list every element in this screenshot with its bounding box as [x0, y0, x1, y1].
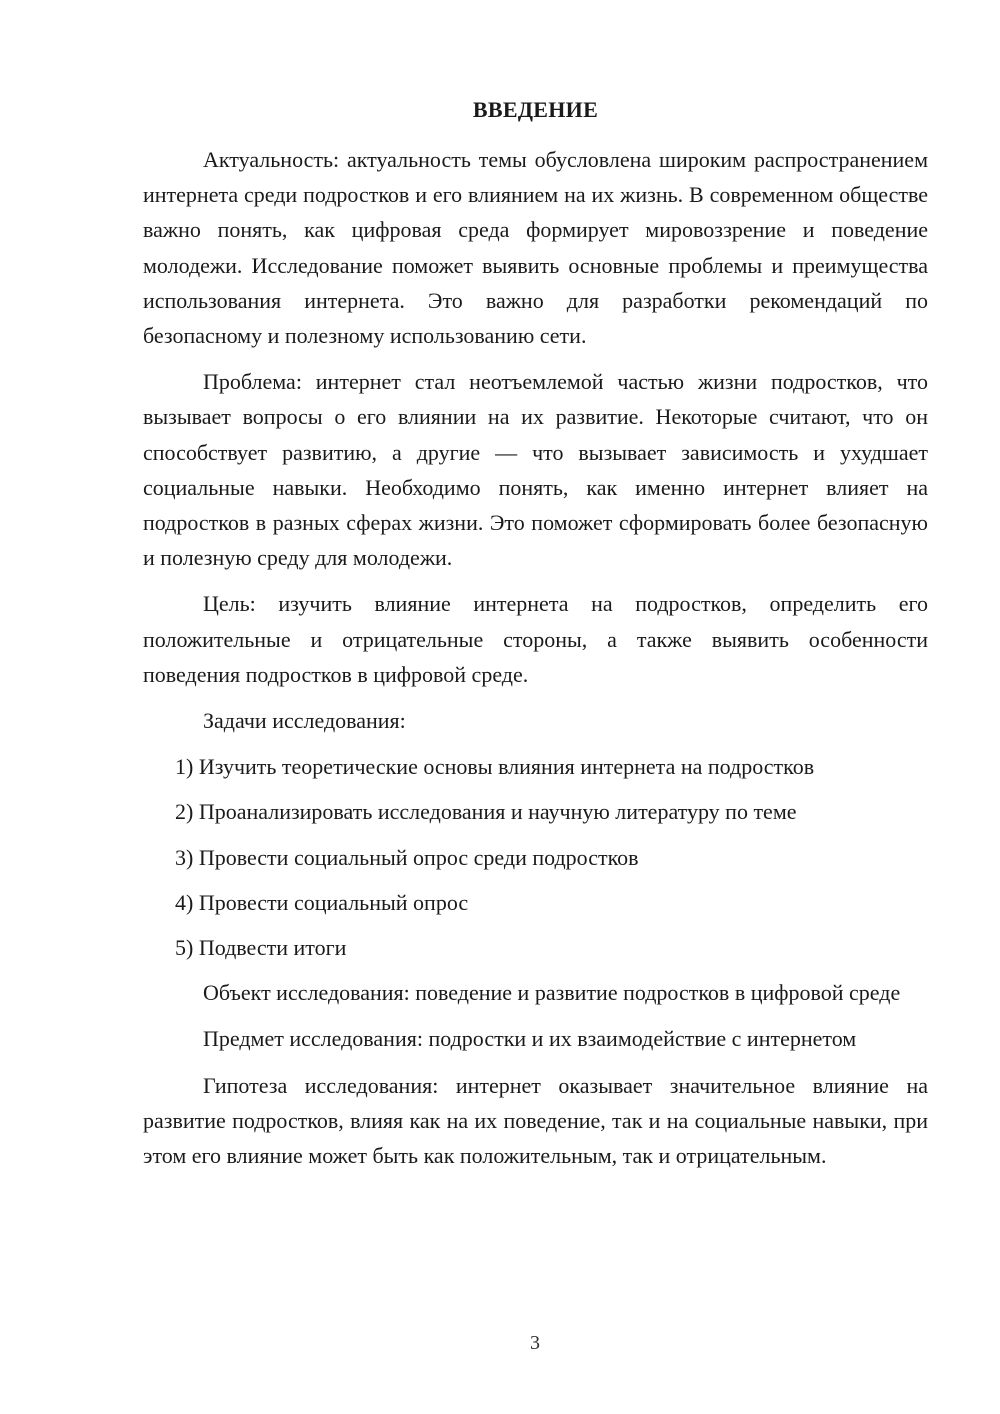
list-item: 4) Провести социальный опрос — [175, 889, 469, 915]
problem-paragraph: Проблема: интернет стал неотъемлемой частью жизни подростков, что вызывает вопросы о его влиянии на их развитие. Некоторые считают, что он способствует развитию, а другие — что вызывает зависимость и ухудшает социальные навыки. Необходимо понять, как именно интернет влияет на подростков в разных сферах жизни. Это поможет сформировать более безопасную и полезную среду для молодежи. — [143, 369, 928, 571]
object-paragraph: Объект исследования: поведение и развитие подростков в цифровой среде — [203, 980, 901, 1006]
hypothesis-paragraph: Гипотеза исследования: интернет оказывает значительное влияние на развитие подростков, влияя как на их поведение, так и на социальные навыки, при этом его влияние может быть как положительным, так и отрицательным. — [143, 1072, 928, 1169]
relevance-paragraph: Актуальность: актуальность темы обусловлена широким распространением интернета среди подростков и его влиянием на их жизнь. В современном обществе важно понять, как цифровая среда формирует мировоззрение и поведение молодежи. Исследование поможет выявить основные проблемы и преимущества использования интернета. Это важно для разработки рекомендаций по безопасному и полезному использованию сети. — [143, 147, 928, 349]
page-title: ВВЕДЕНИЕ — [472, 97, 599, 122]
subject-paragraph: Предмет исследования: подростки и их взаимодействие с интернетом — [203, 1026, 857, 1052]
list-item: 3) Провести социальный опрос среди подростков — [175, 844, 639, 870]
list-item: 2) Проанализировать исследования и научную литературу по теме — [175, 799, 797, 825]
task-list — [143, 749, 928, 965]
document-page — [143, 92, 928, 1173]
tasks-title: Задачи исследования: — [203, 708, 406, 734]
list-item: 1) Изучить теоретические основы влияния интернета на подростков — [175, 754, 815, 780]
list-item: 5) Подвести итоги — [175, 935, 347, 961]
goal-paragraph: Цель: изучить влияние интернета на подростков, определить его положительные и отрицательные стороны, а также выявить особенности поведения подростков в цифровой среде. — [143, 591, 928, 687]
page-number: 3 — [530, 1332, 540, 1354]
